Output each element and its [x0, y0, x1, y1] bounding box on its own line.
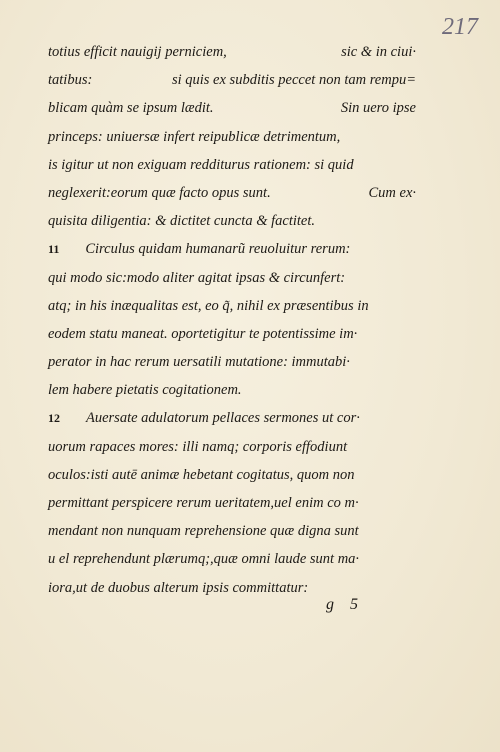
line-right-text: sic & in ciui· — [341, 44, 416, 60]
line-right-text: Cum ex· — [368, 184, 416, 201]
line-text: is igitur ut non exiguam redditurus rationem: si quid — [48, 156, 354, 173]
line-text: quisita diligentia: & dictitet cuncta & factitet. — [48, 213, 315, 230]
text-line — [48, 545, 416, 573]
text-line — [48, 179, 416, 207]
line-text: qui modo sic:modo aliter agitat ipsas & circunfert: — [48, 269, 346, 286]
text-line — [48, 489, 416, 517]
text-line — [48, 292, 416, 320]
line-left-text: neglexerit:eorum quæ facto opus sunt. — [48, 184, 271, 201]
section-number: 11 — [48, 242, 60, 257]
line-text: permittant perspicere rerum ueritatem,uel enim co m· — [48, 495, 359, 511]
line-text: Auersate adulatorum pellaces sermones ut cor· — [86, 410, 360, 427]
line-text: eodem statu maneat. oportetigitur te potentissime im· — [48, 325, 358, 342]
line-text: princeps: uniuersæ infert reipublicæ detrimentum, — [48, 128, 341, 145]
line-left-text: blicam quàm se ipsum lædit. — [48, 100, 214, 117]
text-line — [48, 94, 416, 122]
line-text: oculos:isti autē animæ hebetant cogitatus, quom non — [48, 466, 355, 483]
text-line — [48, 348, 416, 376]
text-line — [48, 461, 416, 489]
text-line — [48, 235, 416, 263]
line-text: uorum rapaces mores: illi namq; corporis effodiunt — [48, 438, 348, 455]
text-line — [48, 151, 416, 179]
line-right-text: si quis ex subditis peccet non tam rempu= — [171, 72, 416, 89]
line-text: u el reprehendunt plærumq;,quæ omni laude sunt ma· — [48, 551, 360, 568]
line-text: lem habere pietatis cogitationem. — [48, 382, 242, 399]
text-line — [48, 433, 416, 461]
text-line — [48, 123, 416, 151]
line-text: Circulus quidam humanarũ reuoluitur rerum: — [85, 241, 351, 258]
text-line — [48, 264, 416, 292]
text-block — [48, 38, 416, 602]
line-text: perator in hac rerum uersatili mutatione: immutabi· — [48, 354, 350, 371]
line-right-text: Sin uero ipse — [340, 100, 416, 117]
text-line — [48, 517, 416, 545]
text-line — [48, 207, 416, 235]
text-line — [48, 38, 416, 66]
line-text: mendant non nunquam reprehensione quæ digna sunt — [48, 523, 359, 540]
text-line — [48, 376, 416, 404]
line-text: atq; in his inæqualitas est, eo q̃, nihil ex præsentibus in — [48, 297, 369, 314]
text-line — [48, 320, 416, 348]
line-left-text: totius efficit nauigij perniciem, — [48, 44, 227, 60]
line-left-text: tatibus: — [48, 72, 93, 89]
line-text: iora,ut de duobus alterum ipsis committatur: — [48, 579, 309, 596]
text-line — [48, 66, 416, 94]
folio-number: 217 — [442, 14, 478, 40]
text-line — [48, 404, 416, 432]
section-number: 12 — [48, 411, 60, 426]
signature-mark: g 5 — [326, 596, 364, 613]
